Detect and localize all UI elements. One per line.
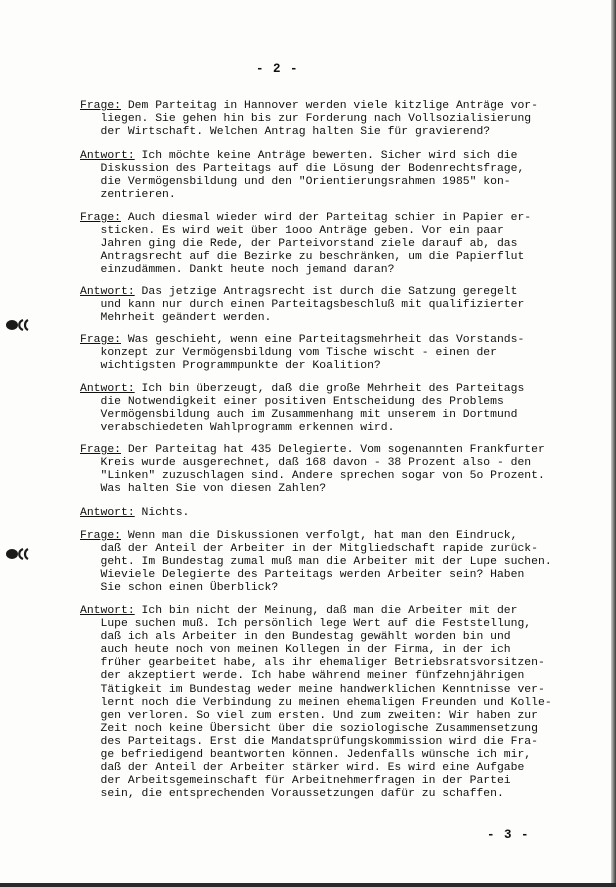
- answer-line: der akzeptiert werde. Ich habe während meiner fünfzehnjährigen: [80, 670, 525, 683]
- question-line: Wenn man die Diskussionen verfolgt, hat man den Eindruck,: [121, 530, 518, 542]
- answer-line: Ich bin überzeugt, daß die große Mehrheit des Parteitags: [134, 383, 525, 395]
- answer-line: Ich bin nicht der Meinung, daß man die Arbeiter mit der: [134, 605, 518, 617]
- answer-3: [80, 383, 524, 435]
- scan-edge-right: [611, 0, 616, 887]
- answer-line: Lupe suchen muß. Ich persönlich lege Wert auf die Feststellung,: [80, 618, 532, 631]
- answer-line: der Arbeitsgemeinschaft für Arbeitnehmerfragen in der Partei: [80, 775, 511, 788]
- punch-hole-top-icon: [4, 318, 32, 332]
- question-line: sticken. Es wird weit über 1ooo Anträge geben. Vor ein paar: [80, 225, 504, 238]
- punch-hole-bottom-icon: [4, 547, 32, 561]
- answer-line: zentrieren.: [80, 189, 176, 202]
- answer-line: auch heute noch von meinen Kollegen in der Firma, in der ich: [80, 644, 511, 657]
- question-line: Was halten Sie von diesen Zahlen?: [80, 483, 327, 496]
- answer-line: die Vermögensbildung und den "Orientierungsrahmen 1985" kon-: [80, 176, 511, 189]
- question-2: [80, 212, 531, 277]
- answer-line: sein, die entsprechenden Voraussetzungen dafür zu schaffen.: [80, 788, 504, 801]
- answer-4: [80, 507, 189, 520]
- question-label: Frage:: [80, 212, 122, 224]
- answer-line: Ich möchte keine Anträge bewerten. Sicher wird sich die: [134, 150, 518, 162]
- answer-label: Antwort:: [80, 383, 135, 395]
- question-line: geht. Im Bundestag zumal muß man die Arbeiter mit der Lupe suchen.: [80, 556, 552, 569]
- question-label: Frage:: [80, 100, 122, 112]
- question-line: Jahren ging die Rede, der Parteivorstand ziele darauf ab, das: [80, 238, 518, 251]
- question-line: Was geschieht, wenn eine Parteitagsmehrheit das Vorstands-: [121, 334, 525, 346]
- question-line: der Wirtschaft. Welchen Antrag halten Sie für gravierend?: [80, 126, 491, 139]
- answer-line: und kann nur durch einen Parteitagsbeschluß mit qualifizierter: [80, 299, 525, 312]
- question-line: daß der Anteil der Arbeiter in der Mitgliedschaft rapide zurück-: [80, 543, 538, 556]
- answer-line: Vermögensbildung auch im Zusammenhang mit unserem in Dortmund: [80, 409, 518, 422]
- answer-label: Antwort:: [80, 507, 135, 519]
- question-3: [80, 334, 524, 373]
- answer-line: Zeit noch keine Übersicht über die soziologische Zusammensetzung: [80, 722, 538, 735]
- answer-line: verabschiedeten Wahlprogramm erkennen wird.: [80, 422, 395, 435]
- answer-line: gen verloren. So viel zum ersten. Und zum zweiten: Wir haben zur: [80, 709, 538, 722]
- question-line: Der Parteitag hat 435 Delegierte. Vom sogenannten Frankfurter: [121, 444, 545, 456]
- question-1: [80, 100, 538, 139]
- answer-1: [80, 150, 524, 202]
- answer-label: Antwort:: [80, 286, 135, 298]
- question-5: [80, 530, 552, 595]
- answer-2: [80, 286, 524, 325]
- page-number: - 2 -: [256, 62, 299, 76]
- question-line: einzudämmen. Dankt heute noch jemand daran?: [80, 264, 395, 277]
- question-label: Frage:: [80, 444, 122, 456]
- answer-line: Das jetzige Antragsrecht ist durch die Satzung geregelt: [134, 286, 518, 298]
- answer-label: Antwort:: [80, 150, 135, 162]
- question-line: Kreis wurde ausgerechnet, daß 168 davon - 38 Prozent also - den: [80, 457, 532, 470]
- question-line: liegen. Sie gehen hin bis zur Forderung nach Vollsozialisierung: [80, 113, 532, 126]
- question-line: "Linken" zuzuschlagen sind. Andere sprechen sogar von 5o Prozent.: [80, 470, 545, 483]
- question-4: [80, 444, 545, 496]
- answer-5: [80, 605, 552, 801]
- next-page-number: - 3 -: [487, 828, 530, 842]
- scan-edge-bottom: [0, 883, 616, 887]
- question-line: wichtigsten Programmpunkte der Koalition?: [80, 360, 381, 373]
- question-label: Frage:: [80, 530, 122, 542]
- answer-line: Tätigkeit im Bundestag weder meine handwerklichen Kenntnisse ver-: [80, 683, 545, 696]
- answer-line: die Notwendigkeit einer positiven Entscheidung des Problems: [80, 396, 504, 409]
- question-line: Sie schon einen Überblick?: [80, 582, 279, 595]
- question-line: konzept zur Vermögensbildung vom Tische wischt - einen der: [80, 347, 497, 360]
- answer-label: Antwort:: [80, 605, 135, 617]
- answer-line: Nichts.: [134, 507, 190, 519]
- question-line: Wieviele Delegierte des Parteitags werden Arbeiter sein? Haben: [80, 569, 525, 582]
- answer-line: daß der Anteil der Arbeiter stärker wird. Es wird eine Aufgabe: [80, 762, 525, 775]
- question-line: Antragsrecht auf die Bezirke zu beschränken, um die Papierflut: [80, 251, 525, 264]
- answer-line: ge befriedigend beantworten können. Jedenfalls wünsche ich mir,: [80, 749, 532, 762]
- answer-line: Diskussion des Parteitags auf die Lösung der Bodenrechtsfrage,: [80, 163, 525, 176]
- question-line: Auch diesmal wieder wird der Parteitag schier in Papier er-: [121, 212, 532, 224]
- answer-line: daß ich als Arbeiter in den Bundestag gewählt worden bin und: [80, 631, 511, 644]
- answer-line: lernt noch die Verbindung zu meinen ehemaligen Freunden und Kolle-: [80, 696, 552, 709]
- question-label: Frage:: [80, 334, 122, 346]
- answer-line: Mehrheit geändert werden.: [80, 312, 272, 325]
- answer-line: des Parteitags. Erst die Mandatsprüfungskommission wird die Fra-: [80, 735, 538, 748]
- question-line: Dem Parteitag in Hannover werden viele kitzlige Anträge vor-: [121, 100, 538, 112]
- answer-line: früher gearbeitet habe, als ihr ehemaliger Betriebsratsvorsitzen-: [80, 657, 545, 670]
